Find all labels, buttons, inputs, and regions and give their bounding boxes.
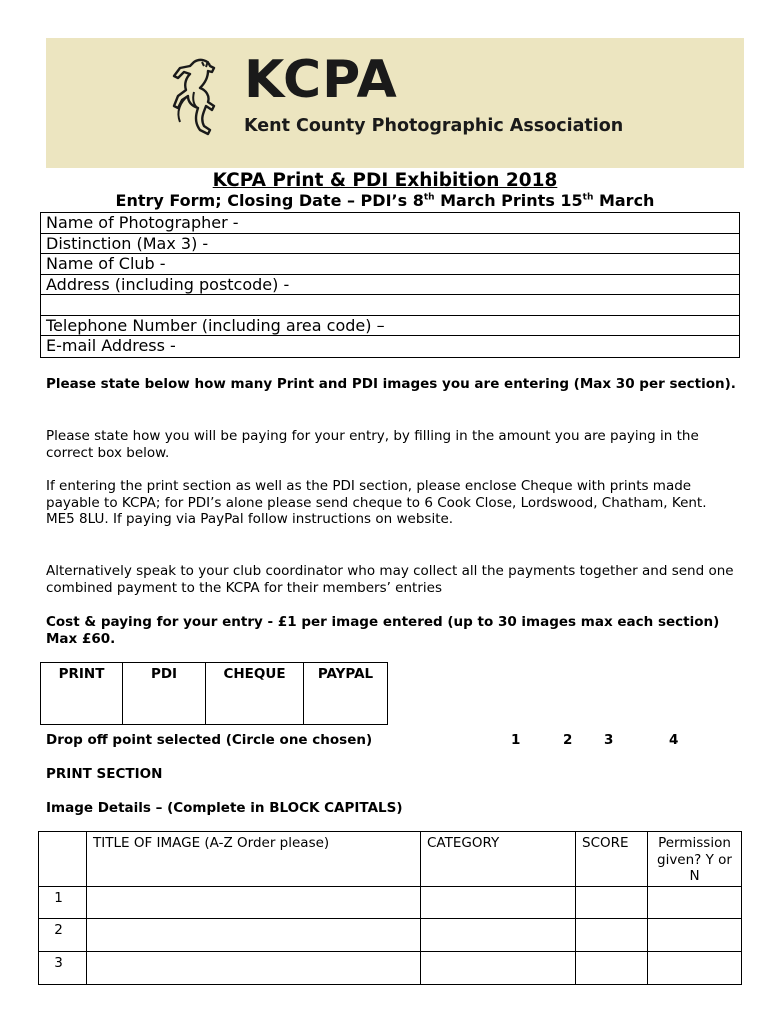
score-cell[interactable] — [576, 919, 648, 952]
field-club-name[interactable]: Name of Club - — [41, 254, 739, 275]
field-photographer-name[interactable]: Name of Photographer - — [41, 213, 739, 234]
logo-text: KCPA — [244, 50, 398, 110]
category-cell[interactable] — [421, 919, 576, 952]
table-row — [39, 952, 742, 985]
payment-print-cell[interactable]: PRINT — [41, 663, 123, 725]
payment-paypal-cell[interactable]: PAYPAL — [304, 663, 388, 725]
title-cell[interactable] — [87, 919, 421, 952]
category-header: CATEGORY — [421, 832, 576, 887]
header-banner — [46, 38, 744, 168]
photographer-details-table — [40, 212, 740, 358]
table-row — [39, 887, 742, 919]
field-address[interactable]: Address (including postcode) - — [41, 275, 739, 296]
logo-subtitle: Kent County Photographic Association — [244, 116, 624, 136]
row-number: 3 — [39, 952, 87, 985]
payment-cheque-cell[interactable]: CHEQUE — [206, 663, 304, 725]
score-cell[interactable] — [576, 952, 648, 985]
score-cell[interactable] — [576, 887, 648, 919]
field-distinction[interactable]: Distinction (Max 3) - — [41, 234, 739, 255]
drop-off-option-3[interactable]: 3 — [604, 732, 614, 748]
row-number: 1 — [39, 887, 87, 919]
permission-cell[interactable] — [648, 919, 742, 952]
drop-off-option-1[interactable]: 1 — [511, 732, 521, 748]
category-cell[interactable] — [421, 887, 576, 919]
drop-off-label: Drop off point selected (Circle one chosen) — [46, 732, 373, 748]
coordinator-info: Alternatively speak to your club coordinator who may collect all the payments together and send one combined payment to the KCPA for their members’ entries — [46, 563, 734, 596]
cheque-info: If entering the print section as well as the PDI section, please enclose Cheque with prints made payable to KCPA; for PDI’s alone please send cheque to 6 Cook Close, Lordswood, Chatham, Kent. ME5 8LU. If paying via PayPal follow instructions on website. — [46, 478, 707, 527]
permission-cell[interactable] — [648, 952, 742, 985]
drop-off-option-2[interactable]: 2 — [563, 732, 573, 748]
instruction-image-count: Please state below how many Print and PDI images you are entering (Max 30 per section). — [46, 376, 736, 392]
category-cell[interactable] — [421, 952, 576, 985]
image-details-heading: Image Details – (Complete in BLOCK CAPITALS) — [46, 800, 403, 816]
drop-off-option-4[interactable]: 4 — [669, 732, 679, 748]
page-subtitle: Entry Form; Closing Date – PDI’s 8th March Prints 15th March — [115, 191, 655, 210]
cost-info: Cost & paying for your entry - £1 per image entered (up to 30 images max each section) Max £60. — [46, 614, 720, 647]
table-row — [39, 919, 742, 952]
instruction-payment: Please state how you will be paying for your entry, by filling in the amount you are paying in the correct box below. — [46, 428, 699, 461]
field-email[interactable]: E-mail Address - — [46, 336, 176, 355]
payment-table — [40, 662, 388, 725]
title-cell[interactable] — [87, 887, 421, 919]
row-number: 2 — [39, 919, 87, 952]
page-title: KCPA Print & PDI Exhibition 2018 — [212, 170, 558, 191]
print-section-heading: PRINT SECTION — [46, 766, 163, 782]
score-header: SCORE — [576, 832, 648, 887]
permission-cell[interactable] — [648, 887, 742, 919]
permission-header: Permission given? Y or N — [648, 832, 742, 887]
title-cell[interactable] — [87, 952, 421, 985]
kent-horse-icon — [164, 56, 234, 140]
field-address-line2[interactable] — [41, 295, 739, 316]
field-telephone[interactable]: Telephone Number (including area code) – — [41, 316, 739, 337]
title-header: TITLE OF IMAGE (A-Z Order please) — [87, 832, 421, 887]
number-header — [39, 832, 87, 887]
image-details-table — [38, 831, 742, 985]
payment-pdi-cell[interactable]: PDI — [123, 663, 206, 725]
